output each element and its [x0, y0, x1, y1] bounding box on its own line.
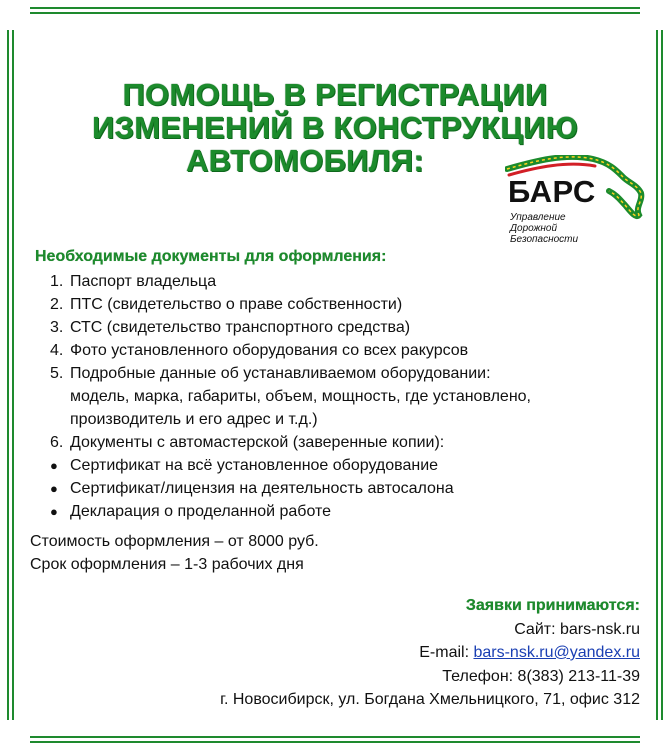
title-line-2: ИЗМЕНЕНИЙ В КОНСТРУКЦИЮ	[91, 110, 579, 145]
item-text: Фото установленного оборудования со всех ракурсов	[70, 342, 469, 359]
list-item	[50, 293, 531, 316]
email-line	[220, 641, 640, 665]
item-text: СТС (свидетельство транспортного средства)	[70, 319, 411, 336]
documents-heading: Необходимые документы для оформления:	[35, 248, 387, 265]
list-item	[50, 339, 531, 362]
item-text: Паспорт владельца	[70, 273, 217, 290]
logo-subtitle	[510, 212, 578, 245]
item-number: 6.	[50, 434, 64, 451]
phone-text: Телефон: 8(383) 213-11-39	[442, 667, 640, 685]
bottom-border-line-2	[30, 741, 640, 743]
item-number: 4.	[50, 342, 64, 359]
title-line-1: ПОМОЩЬ В РЕГИСТРАЦИИ	[122, 77, 548, 112]
bullet-icon: ●	[50, 481, 58, 496]
logo-sub-line-1: Управление	[510, 212, 566, 223]
email-link[interactable]: bars-nsk.ru@yandex.ru	[473, 644, 640, 661]
bullet-item	[50, 500, 531, 523]
item-number: 1.	[50, 273, 64, 290]
email-label: E-mail:	[419, 644, 474, 661]
list-item	[50, 362, 531, 385]
logo-sub-line-3: Безопасности	[510, 234, 579, 245]
list-item	[50, 316, 531, 339]
bullet-text: Сертификат/лицензия на деятельность автосалона	[70, 480, 454, 497]
item-text: Документы с автомастерской (заверенные копии):	[70, 434, 445, 451]
list-item	[50, 431, 531, 454]
logo-name: БАРС	[508, 174, 596, 209]
address-text: г. Новосибирск, ул. Богдана Хмельницкого, 71, офис 312	[220, 691, 640, 708]
item-number: 3.	[50, 319, 64, 336]
logo-sub-line-2: Дорожной	[510, 223, 558, 234]
bullet-text: Декларация о проделанной работе	[70, 503, 332, 520]
bullet-item	[50, 454, 531, 477]
contacts-block	[220, 594, 640, 712]
item-text: ПТС (свидетельство о праве собственности)	[70, 296, 403, 313]
contacts-heading: Заявки принимаются:	[465, 597, 640, 614]
pricing-info	[30, 530, 319, 576]
bullet-icon: ●	[50, 504, 58, 519]
documents-list	[50, 270, 531, 523]
item-continuation: модель, марка, габариты, объем, мощность, где установлено,	[70, 388, 531, 405]
term-text: Срок оформления – 1-3 рабочих дня	[30, 556, 304, 573]
bottom-border-line-1	[30, 736, 640, 738]
bullet-icon: ●	[50, 458, 58, 473]
title-line-3: АВТОМОБИЛЯ:	[185, 143, 425, 178]
bullet-text: Сертификат на всё установленное оборудование	[70, 457, 439, 474]
site-text: Сайт: bars-nsk.ru	[514, 620, 640, 638]
top-border-line-2	[30, 12, 640, 14]
item-continuation: производитель и его адрес и т.д.)	[70, 411, 318, 428]
item-text: Подробные данные об устанавливаемом оборудовании:	[70, 365, 491, 382]
list-item	[50, 270, 531, 293]
bullet-item	[50, 477, 531, 500]
top-border-line-1	[30, 7, 640, 9]
item-number: 2.	[50, 296, 64, 313]
item-number: 5.	[50, 365, 64, 382]
cost-text: Стоимость оформления – от 8000 руб.	[30, 533, 319, 550]
